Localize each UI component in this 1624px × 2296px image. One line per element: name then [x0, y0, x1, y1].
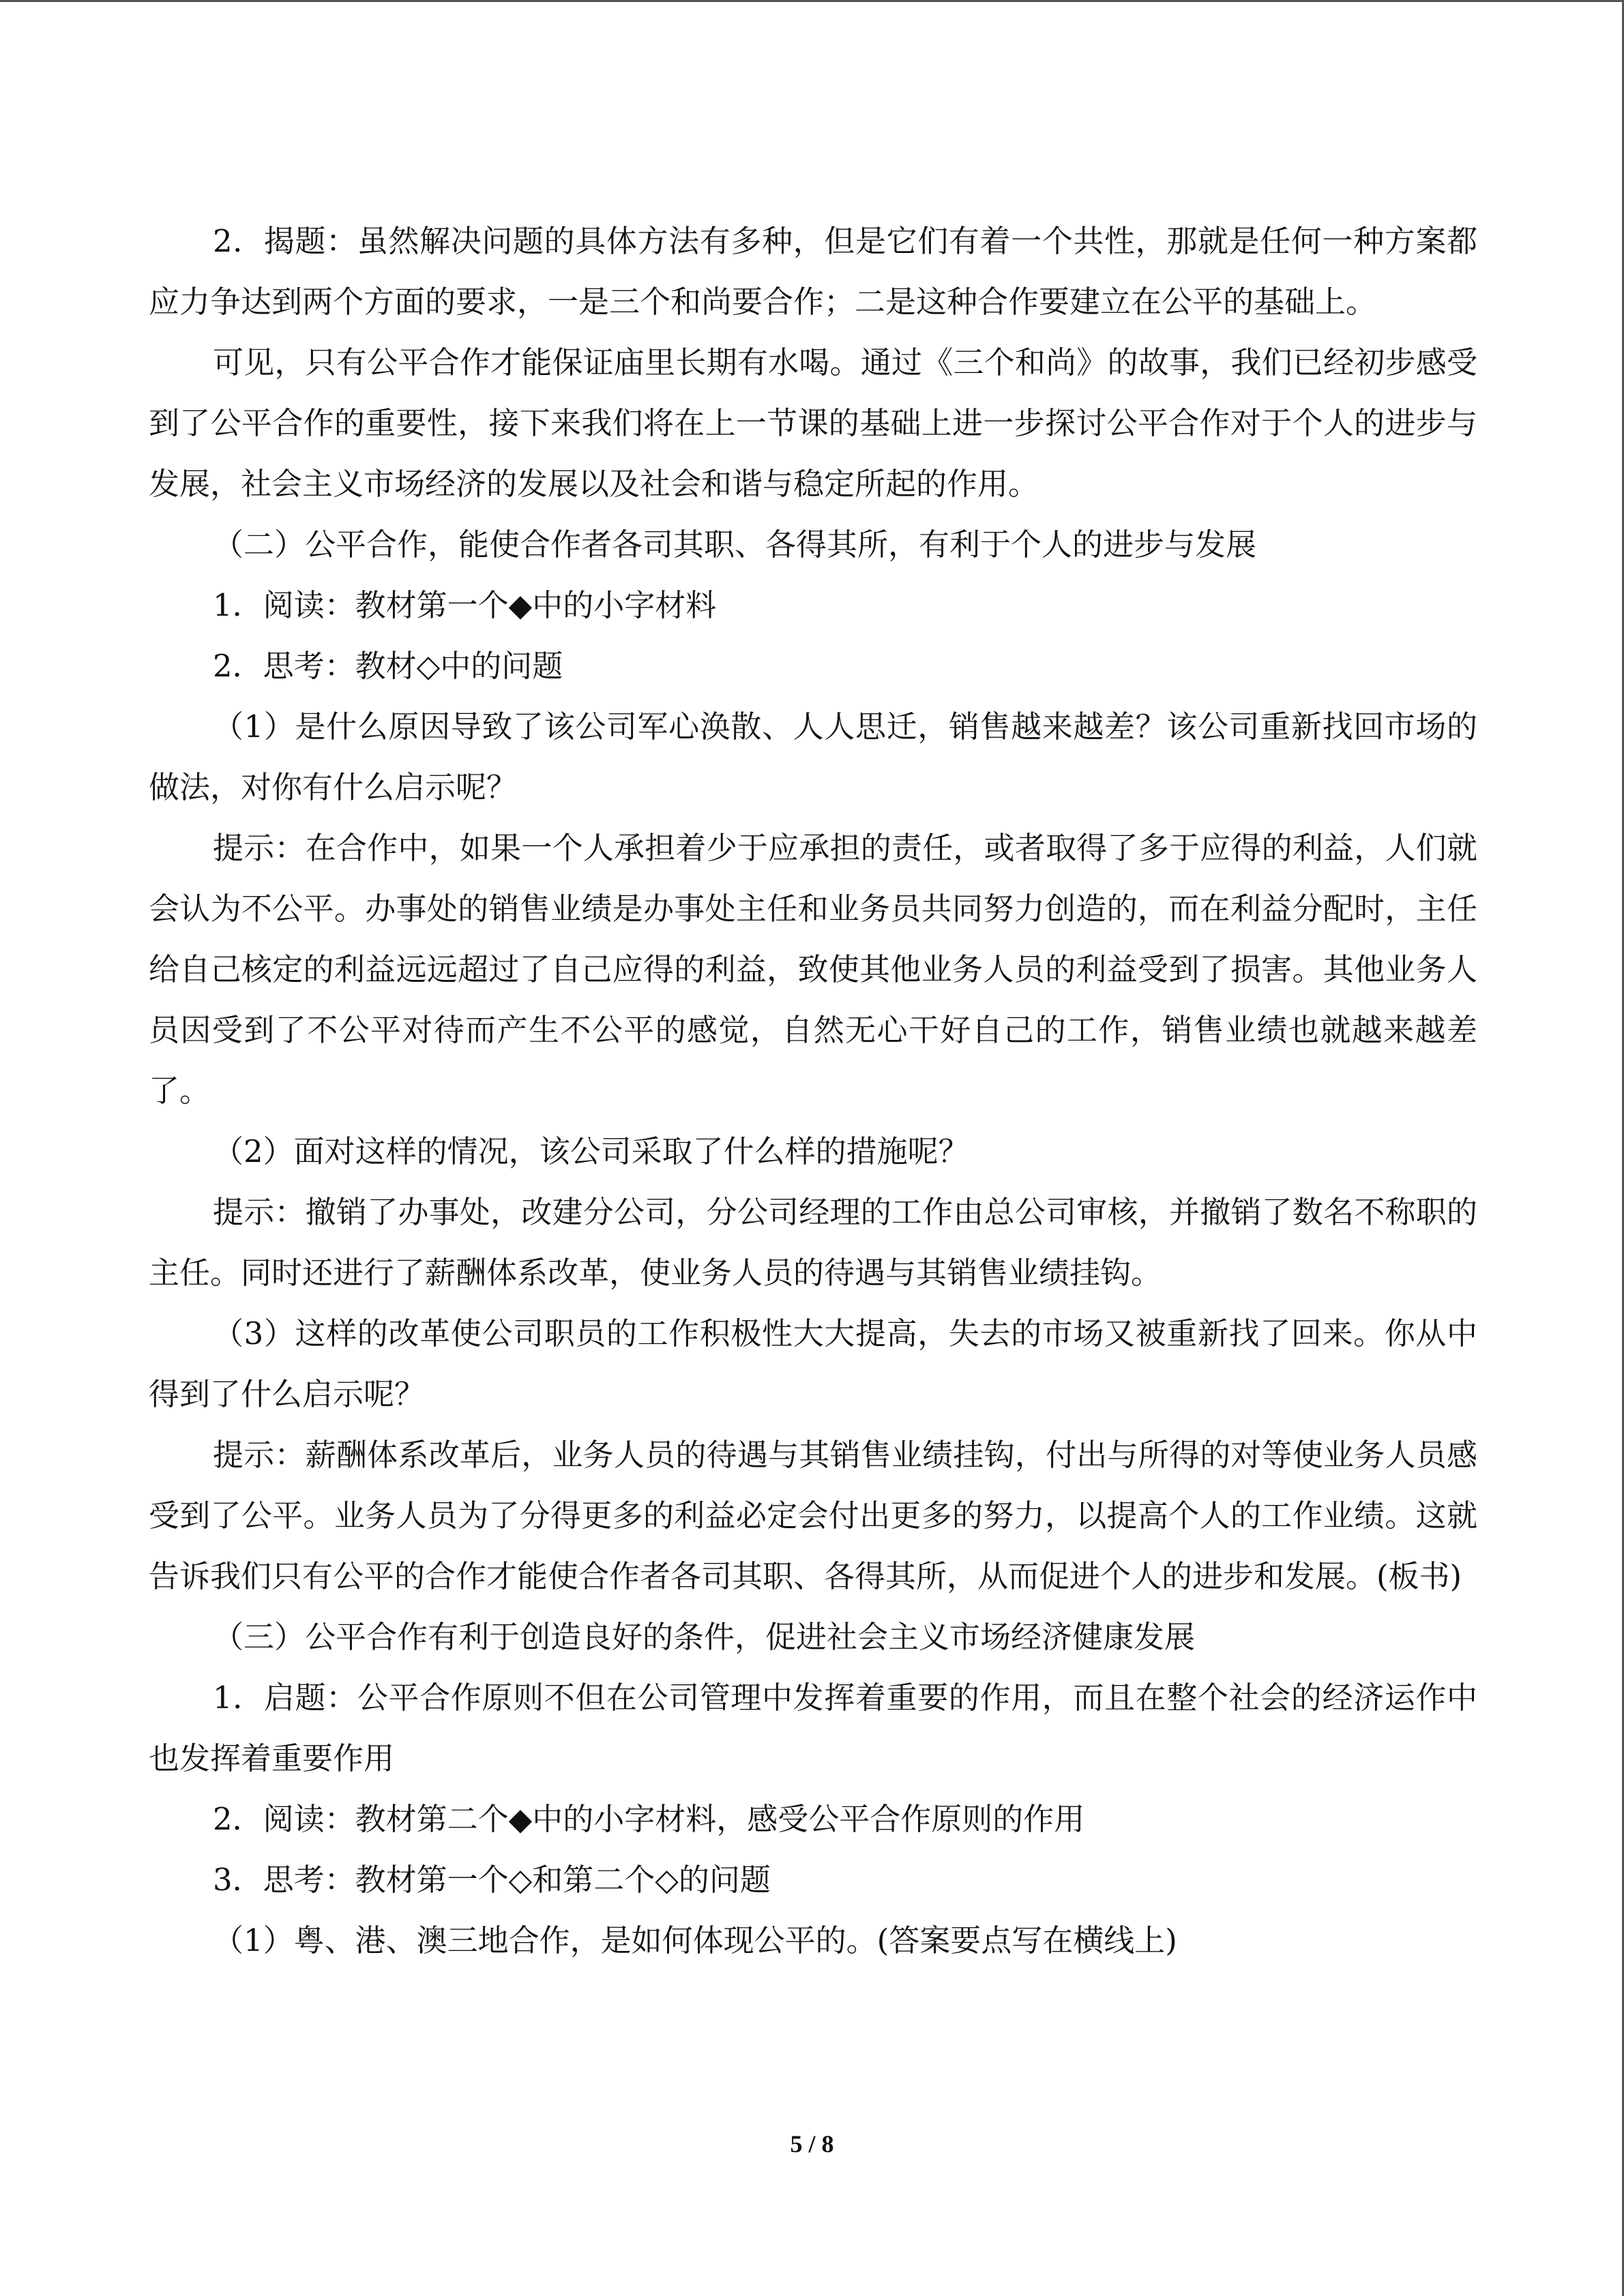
paragraph-read-1: 1．阅读：教材第一个◆中的小字材料 [213, 587, 717, 623]
question-3: （3）这样的改革使公司职员的工作积极性大大提高，失去的市场又被重新找了回来。你从中得到了什么启示呢？ [149, 1315, 1477, 1412]
paragraph-summary: 可见，只有公平合作才能保证庙里长期有水喝。通过《三个和尚》的故事，我们已经初步感受到了公平合作的重要性，接下来我们将在上一节课的基础上进一步探讨公平合作对于个人的进步与发展，社会主义市场经济的发展以及社会和谐与稳定所起的作用。 [149, 344, 1477, 502]
section-heading-3: （三）公平合作有利于创造良好的条件，促进社会主义市场经济健康发展 [213, 1619, 1196, 1655]
question-guangdong-hk-macau: （1）粤、港、澳三地合作，是如何体现公平的。(答案要点写在横线上) [213, 1922, 1177, 1958]
paragraph-think-2: 2．思考：教材◇中的问题 [213, 648, 563, 684]
document-body [149, 211, 1477, 1971]
paragraph-think-3: 3．思考：教材第一个◇和第二个◇的问题 [213, 1862, 771, 1898]
paragraph-intro-topic: 1．启题：公平合作原则不但在公司管理中发挥着重要的作用，而且在整个社会的经济运作中也发挥着重要作用 [149, 1680, 1477, 1776]
paragraph-reveal-topic: 2．揭题：虽然解决问题的具体方法有多种，但是它们有着一个共性，那就是任何一种方案都应力争达到两个方面的要求，一是三个和尚要合作；二是这种合作要建立在公平的基础上。 [149, 223, 1477, 320]
hint-2: 提示：撤销了办事处，改建分公司，分公司经理的工作由总公司审核，并撤销了数名不称职的主任。同时还进行了薪酬体系改革，使业务人员的待遇与其销售业绩挂钩。 [149, 1194, 1477, 1291]
hint-3: 提示：薪酬体系改革后，业务人员的待遇与其销售业绩挂钩，付出与所得的对等使业务人员感受到了公平。业务人员为了分得更多的利益必定会付出更多的努力，以提高个人的工作业绩。这就告诉我们只有公平的合作才能使合作者各司其职、各得其所，从而促进个人的进步和发展。(板书) [149, 1437, 1477, 1594]
hint-1: 提示：在合作中，如果一个人承担着少于应承担的责任，或者取得了多于应得的利益，人们就会认为不公平。办事处的销售业绩是办事处主任和业务员共同努力创造的，而在利益分配时，主任给自己核定的利益远远超过了自己应得的利益，致使其他业务人员的利益受到了损害。其他业务人员因受到了不公平对待而产生不公平的感觉，自然无心干好自己的工作，销售业绩也就越来越差了。 [149, 830, 1477, 1109]
question-2: （2）面对这样的情况，该公司采取了什么样的措施呢？ [213, 1133, 969, 1169]
page-number: 5 / 8 [790, 2130, 834, 2158]
paragraph-read-2: 2．阅读：教材第二个◆中的小字材料，感受公平合作原则的作用 [213, 1801, 1085, 1837]
section-heading-2: （二）公平合作，能使合作者各司其职、各得其所，有利于个人的进步与发展 [213, 526, 1257, 563]
question-1: （1）是什么原因导致了该公司军心涣散、人人思迁，销售越来越差？该公司重新找回市场的做法，对你有什么启示呢？ [149, 709, 1477, 805]
